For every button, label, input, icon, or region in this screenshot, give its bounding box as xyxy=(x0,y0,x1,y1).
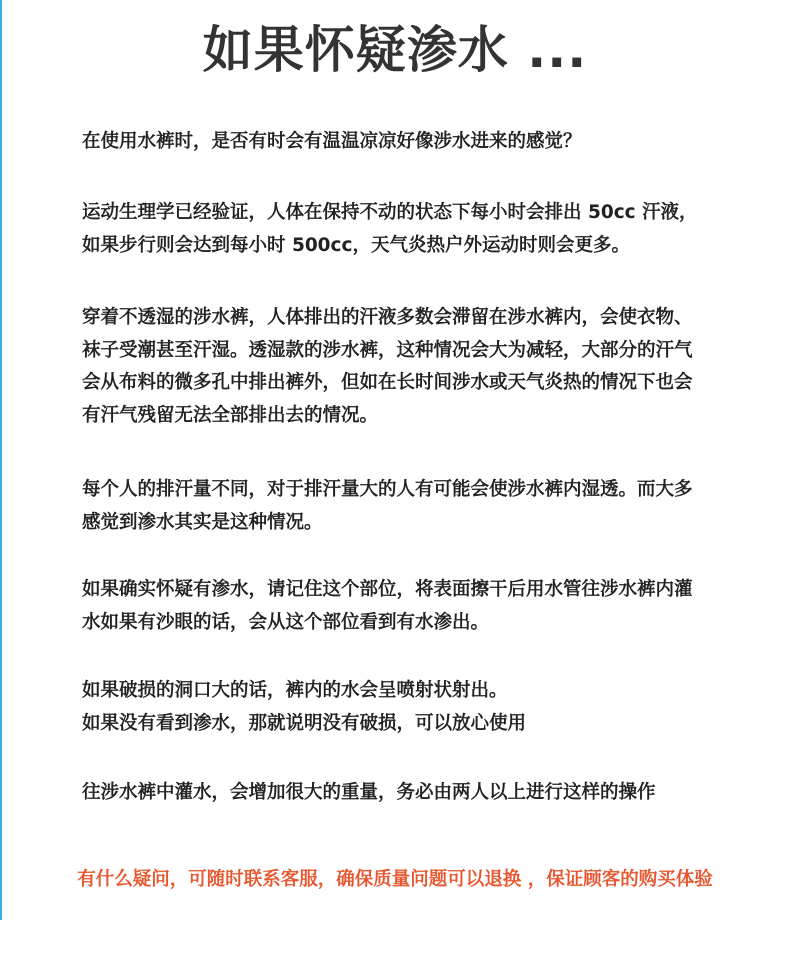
paragraph-line: 运动生理学已经验证，人体在保持不动的状态下每小时会排出 50cc 汗液， xyxy=(82,202,698,223)
left-accent-rule xyxy=(0,0,2,920)
paragraph-line: 如果步行则会达到每小时 500cc，天气炎热户外运动时则会更多。 xyxy=(82,234,630,256)
page-title: 如果怀疑渗水 ... xyxy=(202,21,588,79)
paragraph-line: 水如果有沙眼的话，会从这个部位看到有水渗出。 xyxy=(82,611,490,633)
paragraph-line: 如果确实怀疑有渗水，请记住这个部位，将表面擦干后用水管往涉水裤内灌 xyxy=(82,579,693,600)
paragraph-line: 袜子受潮甚至汗湿。透湿款的涉水裤，这种情况会大为减轻，大部分的汗气 xyxy=(82,339,693,361)
paragraph-line: 在使用水裤时，是否有时会有温温凉凉好像涉水进来的感觉？ xyxy=(82,131,582,152)
paragraph-individual-difference xyxy=(82,474,722,539)
paragraph-result xyxy=(82,675,722,740)
paragraph-line: 穿着不透湿的涉水裤，人体排出的汗液多数会滞留在涉水裤内，会使衣物、 xyxy=(82,307,693,328)
paragraph-warning xyxy=(82,777,722,810)
paragraph-breathability xyxy=(82,302,722,432)
paragraph-line: 如果破损的洞口大的话，裤内的水会呈喷射状射出。 xyxy=(82,680,508,701)
paragraph-line: 会从布料的微多孔中排出裤外，但如在长时间涉水或天气炎热的情况下也会 xyxy=(82,372,693,393)
paragraph-line: 如果没有看到渗水，那就说明没有破损，可以放心使用 xyxy=(82,712,527,734)
paragraph-line: 感觉到渗水其实是这种情况。 xyxy=(82,511,323,533)
paragraph-sweat-rate xyxy=(82,197,722,262)
paragraph-line: 有汗气残留无法全部排出去的情况。 xyxy=(82,404,379,426)
paragraph-leak-test xyxy=(82,574,722,639)
paragraph-intro xyxy=(82,126,722,159)
paragraph-line: 往涉水裤中灌水，会增加很大的重量，务必由两人以上进行这样的操作 xyxy=(82,782,656,803)
paragraph-line: 每个人的排汗量不同，对于排汗量大的人有可能会使涉水裤内湿透。而大多 xyxy=(82,479,693,500)
customer-service-note: 有什么疑问，可随时联系客服，确保质量问题可以退换 ，保证顾客的购买体验 xyxy=(77,869,713,890)
